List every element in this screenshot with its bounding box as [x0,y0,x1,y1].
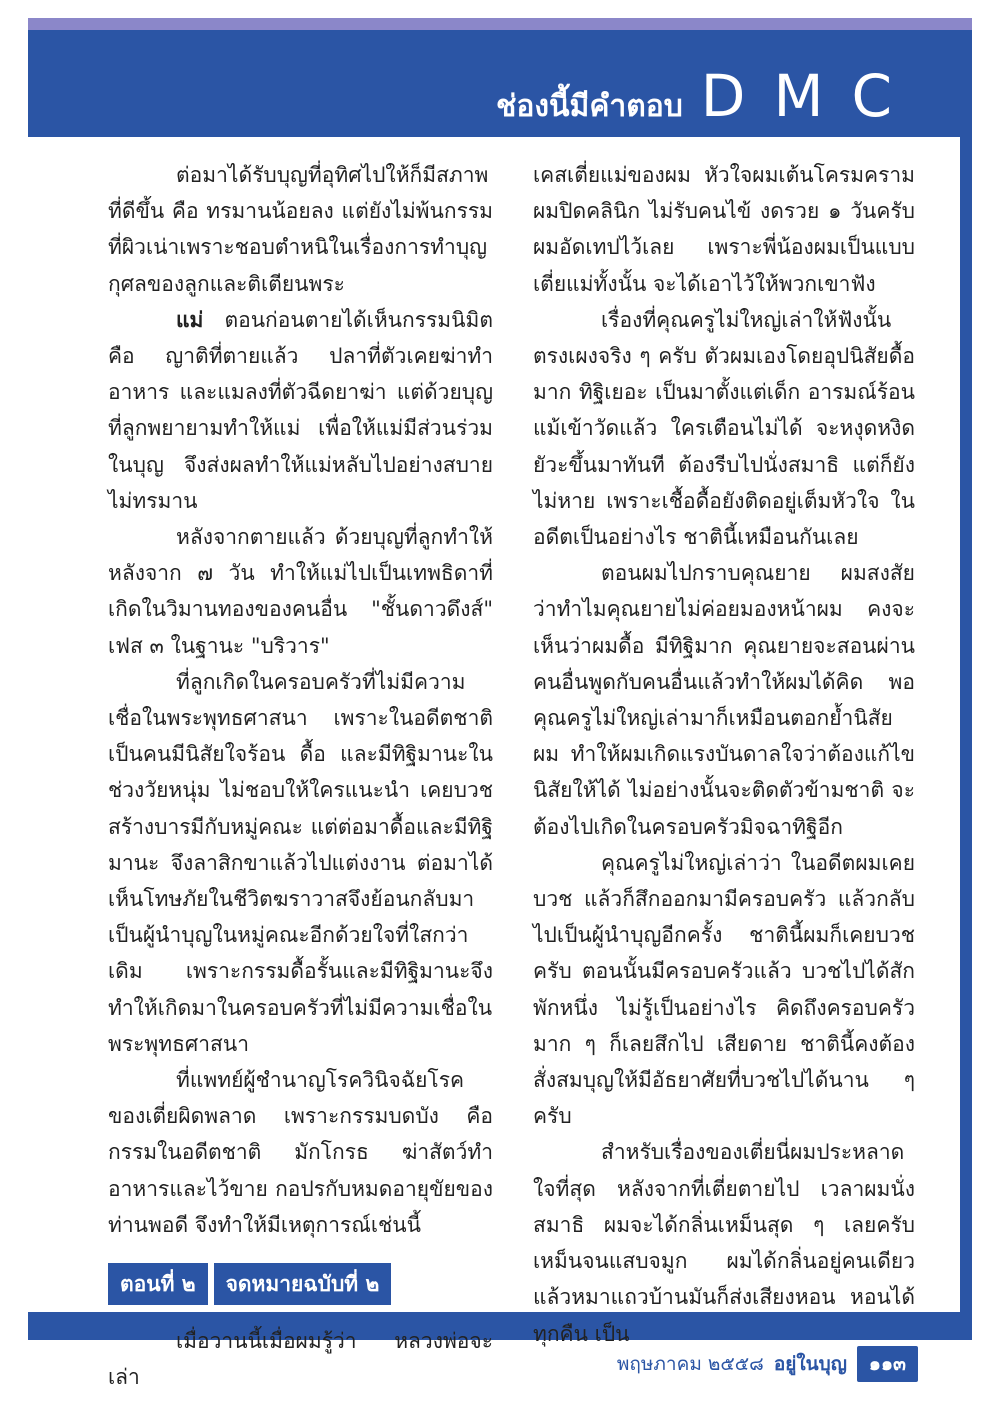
paragraph: เรื่องที่คุณครูไม่ใหญ่เล่าให้ฟังนั้นตรงเผงจริง ๆ ครับ ตัวผมเองโดยอุปนิสัยดื้อมาก ทิฐิเยอะ เป็นมาตั้งแต่เด็ก อารมณ์ร้อน แม้เข้าวัดแล้ว ใครเตือนไม่ได้ จะหงุดหงิด ยัวะขึ้นมาทันที ต้องรีบไปนั่งสมาธิ แต่ก็ยังไม่หาย เพราะเชื้อดื้อยังติดอยู่เต็มหัวใจ ในอดีตเป็นอย่างไร ชาตินี้เหมือนกันเลย [533,307,915,550]
paragraph: เคสเตี่ยแม่ของผม หัวใจผมเต้นโครมคราม ผมปิดคลินิก ไม่รับคนไข้ งดรวย ๑ วันครับ ผมอัดเทปไว้เลย เพราะพี่น้องผมเป็นแบบเตี่ยแม่ทั้งนั้น จะได้เอาไว้ให้พวกเขาฟัง [533,163,915,296]
paragraph-lead: แม่ [176,306,204,332]
column-brand: DMC [700,62,920,130]
paragraph: เมื่อวานนี้เมื่อผมรู้ว่า หลวงพ่อจะเล่า [108,1329,493,1390]
right-column [533,157,915,1352]
paragraph: หลังจากตายแล้ว ด้วยบุญที่ลูกทำให้ หลังจาก ๗ วัน ทำให้แม่ไปเป็นเทพธิดาที่เกิดในวิมานทองของคนอื่น "ชั้นดาวดึงส์" เฟส ๓ ในฐานะ "บริวาร" [108,525,493,658]
paragraph [108,302,493,519]
page-number: ๑๑๓ [857,1346,918,1382]
column-subtitle: ช่องนี้มีคำตอบ [496,89,683,124]
section-title-tag: จดหมายฉบับที่ ๒ [214,1263,392,1305]
magazine-name: อยู่ในบุญ [773,1353,847,1375]
paragraph: คุณครูไม่ใหญ่เล่าว่า ในอดีตผมเคยบวช แล้วก็สึกออกมามีครอบครัว แล้วกลับไปเป็นผู้นำบุญอีกครั้ง ชาตินี้ผมก็เคยบวชครับ ตอนนั้นมีครอบครัวแล้ว บวชไปได้สักพักหนึ่ง ไม่รู้เป็นอย่างไร คิดถึงครอบครัวมาก ๆ ก็เลยสึกไป เสียดาย ชาตินี้คงต้องสั่งสมบุญให้มีอัธยาศัยที่บวชไปได้นาน ๆ ครับ [533,850,915,1129]
paragraph-text: ตอนก่อนตายได้เห็นกรรมนิมิต คือ ญาติที่ตายแล้ว ปลาที่ตัวเคยฆ่าทำอาหาร และแมลงที่ตัวฉีดยาฆ่า แต่ด้วยบุญที่ลูกพยายามทำให้แม่ เพื่อให้แม่มีส่วนร่วมในบุญ จึงส่งผลทำให้แม่หลับไปอย่างสบายไม่ทรมาน [108,307,493,513]
paragraph: ที่ลูกเกิดในครอบครัวที่ไม่มีความเชื่อในพระพุทธศาสนา เพราะในอดีตชาติเป็นคนมีนิสัยใจร้อน ดื้อ และมีทิฐิมานะในช่วงวัยหนุ่ม ไม่ชอบให้ใครแนะนำ เคยบวชสร้างบารมีกับหมู่คณะ แต่ต่อมาดื้อและมีทิฐิมานะ จึงลาสิกขาแล้วไปแต่งงาน ต่อมาได้เห็นโทษภัยในชีวิตฆราวาสจึงย้อนกลับมาเป็นผู้นำบุญในหมู่คณะอีกด้วยใจที่ใสกว่าเดิม เพราะกรรมดื้อรั้นและมีทิฐิมานะจึงทำให้เกิดมาในครอบครัวที่ไม่มีความเชื่อในพระพุทธศาสนา [108,669,493,1056]
section-heading [108,1263,493,1305]
issue-date: พฤษภาคม ๒๕๕๘ [616,1353,764,1375]
paragraph: ที่แพทย์ผู้ชำนาญโรควินิจฉัยโรคของเตี่ยผิดพลาด เพราะกรรมบดบัง คือ กรรมในอดีตชาติ มักโกรธ ฆ่าสัตว์ทำอาหารและไว้ขาย กอปรกับหมดอายุขัยของท่านพอดี จึงทำให้มีเหตุการณ์เช่นนี้ [108,1068,493,1237]
left-column [108,157,493,1396]
page-footer [617,1346,918,1382]
column-header [496,62,920,132]
paragraph: สำหรับเรื่องของเตี่ยนี่ผมประหลาดใจที่สุด หลังจากที่เตี่ยตายไป เวลาผมนั่งสมาธิ ผมจะได้กลิ่นเหม็นสุด ๆ เลยครับ เหม็นจนแสบจมูก ผมได้กลิ่นอยู่คนเดียว แล้วหมาแถวบ้านมันก็ส่งเสียงหอน หอนได้ทุกคืน เป็น [533,1140,915,1346]
top-accent-stripe [28,18,972,30]
paragraph: ต่อมาได้รับบุญที่อุทิศไปให้ก็มีสภาพที่ดีขึ้น คือ ทรมานน้อยลง แต่ยังไม่พ้นกรรม ที่ผิวเน่าเพราะชอบตำหนิในเรื่องการทำบุญกุศลของลูกและติเตียนพระ [108,163,493,296]
section-episode-tag: ตอนที่ ๒ [108,1263,208,1305]
paragraph: ตอนผมไปกราบคุณยาย ผมสงสัยว่าทำไมคุณยายไม่ค่อยมองหน้าผม คงจะเห็นว่าผมดื้อ มีทิฐิมาก คุณยายจะสอนผ่านคนอื่นพูดกับคนอื่นแล้วทำให้ผมได้คิด พอคุณครูไม่ใหญ่เล่ามาก็เหมือนตอกย้ำนิสัยผม ทำให้ผมเกิดแรงบันดาลใจว่าต้องแก้ไขนิสัยให้ได้ ไม่อย่างนั้นจะติดตัวข้ามชาติ จะต้องไปเกิดในครอบครัวมิจฉาทิฐิอีก [533,561,915,839]
